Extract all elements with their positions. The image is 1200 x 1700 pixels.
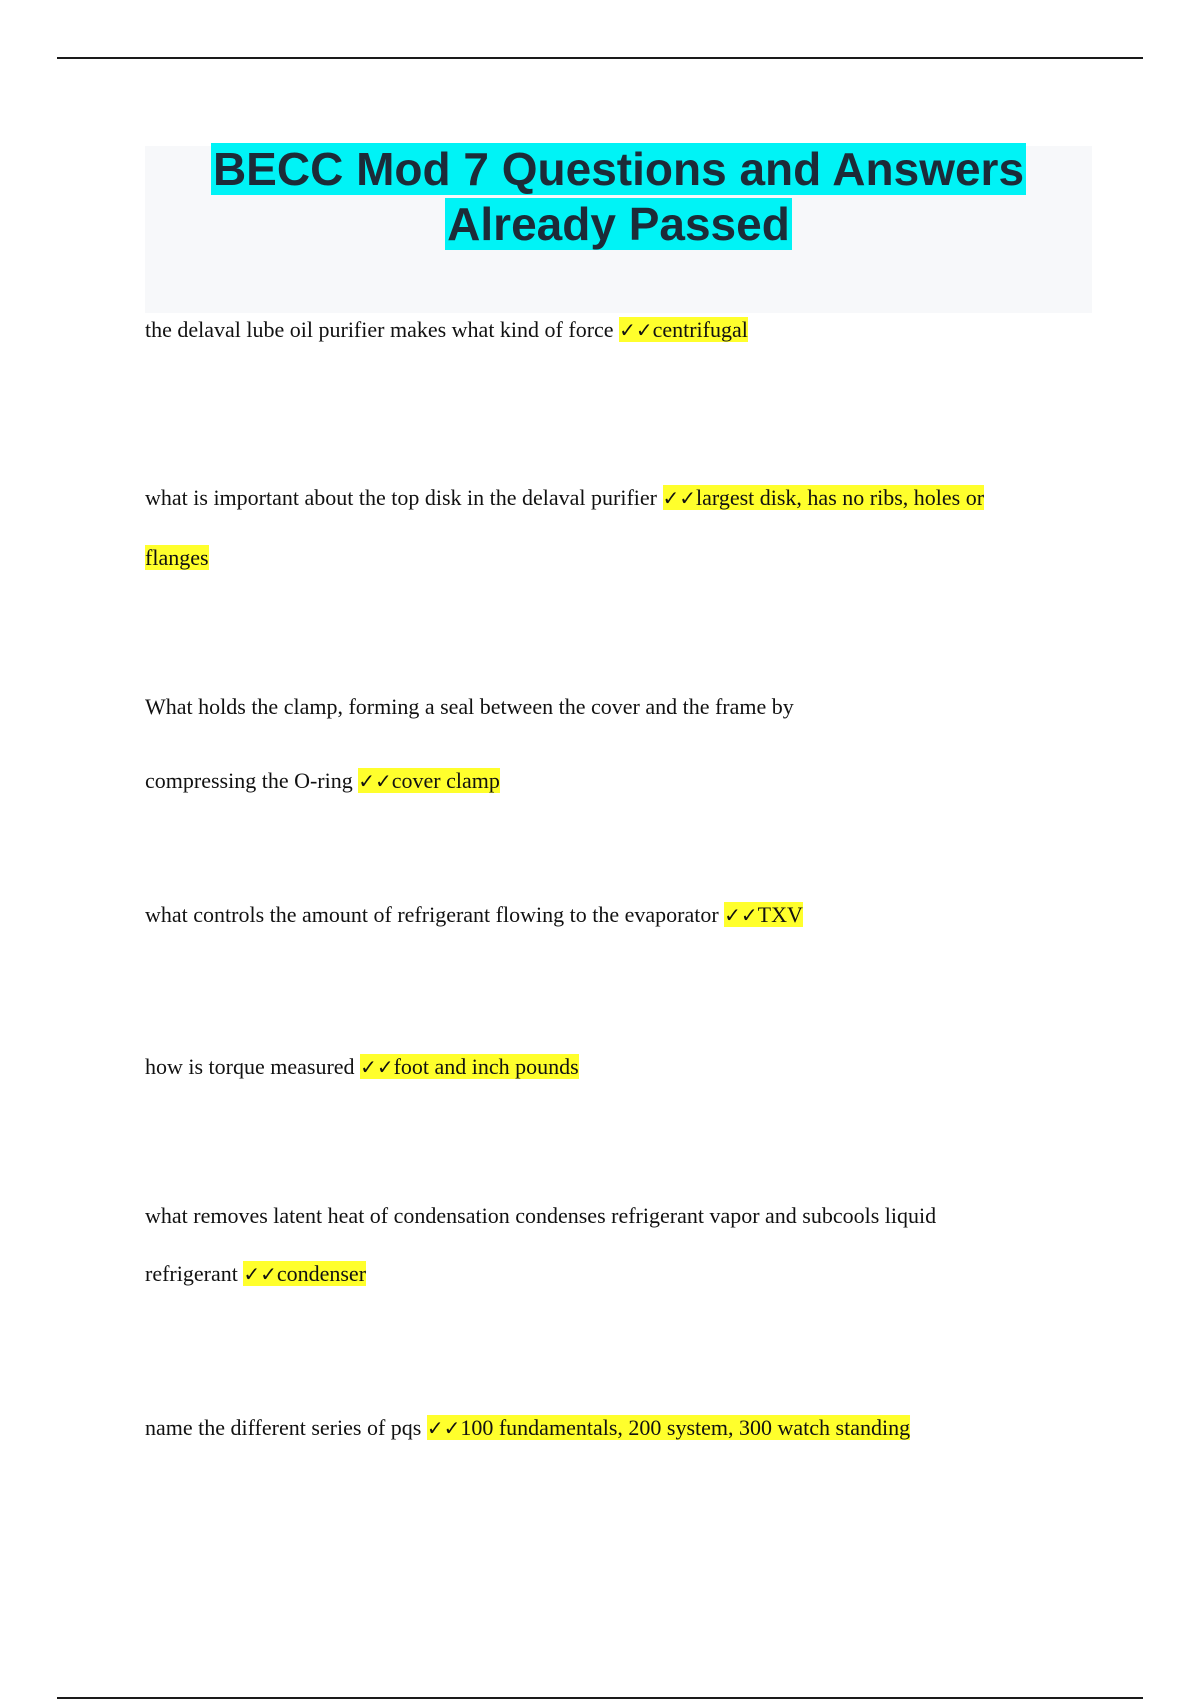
answer-highlight [360, 1054, 579, 1079]
answer-text: TXV [757, 902, 803, 927]
question-text: What holds the clamp, forming a seal between the cover and the frame by [145, 694, 794, 719]
question-text: what is important about the top disk in the delaval purifier [145, 485, 657, 510]
question-text: what controls the amount of refrigerant flowing to the evaporator [145, 902, 719, 927]
answer-highlight [145, 545, 209, 570]
answer-highlight [358, 768, 500, 793]
answer-text: centrifugal [652, 317, 748, 342]
answer-highlight [663, 485, 985, 510]
document-title [145, 142, 1092, 252]
answer-text: largest disk, has no ribs, holes or [696, 485, 985, 510]
qa-item-4 [145, 900, 1095, 930]
answer-highlight [724, 902, 803, 927]
qa-item-1 [145, 315, 1095, 345]
question-text: the delaval lube oil purifier makes what kind of force [145, 317, 614, 342]
bottom-rule [57, 1697, 1143, 1699]
question-text: what removes latent heat of condensation condenses refrigerant vapor and subcools liquid [145, 1203, 937, 1228]
answer-text: 100 fundamentals, 200 system, 300 watch standing [460, 1415, 911, 1440]
question-text: how is torque measured [145, 1054, 355, 1079]
question-text: name the different series of pqs [145, 1415, 422, 1440]
title-line-1: BECC Mod 7 Questions and Answers [212, 143, 1025, 195]
double-check-icon: ✓✓ [360, 1055, 394, 1079]
qa-item-5 [145, 1052, 1095, 1082]
title-line-2: Already Passed [447, 198, 790, 250]
answer-text: cover clamp [391, 768, 500, 793]
top-rule [57, 57, 1143, 59]
double-check-icon: ✓✓ [662, 486, 697, 510]
answer-text: foot and inch pounds [393, 1054, 579, 1079]
double-check-icon: ✓✓ [724, 903, 758, 927]
answer-text: flanges [145, 545, 209, 570]
question-text: compressing the O-ring [145, 768, 353, 793]
qa-item-7 [145, 1413, 1095, 1443]
qa-item-6 [145, 1187, 1095, 1303]
answer-text: condenser [276, 1261, 367, 1286]
double-check-icon: ✓✓ [619, 318, 653, 342]
qa-item-2 [145, 468, 1095, 588]
double-check-icon: ✓✓ [358, 769, 392, 793]
answer-highlight [243, 1261, 366, 1286]
double-check-icon: ✓✓ [243, 1262, 277, 1286]
answer-highlight [427, 1415, 910, 1440]
double-check-icon: ✓✓ [426, 1416, 461, 1440]
answer-highlight [619, 317, 748, 342]
question-text: refrigerant [145, 1261, 238, 1286]
qa-item-3 [145, 670, 1095, 818]
